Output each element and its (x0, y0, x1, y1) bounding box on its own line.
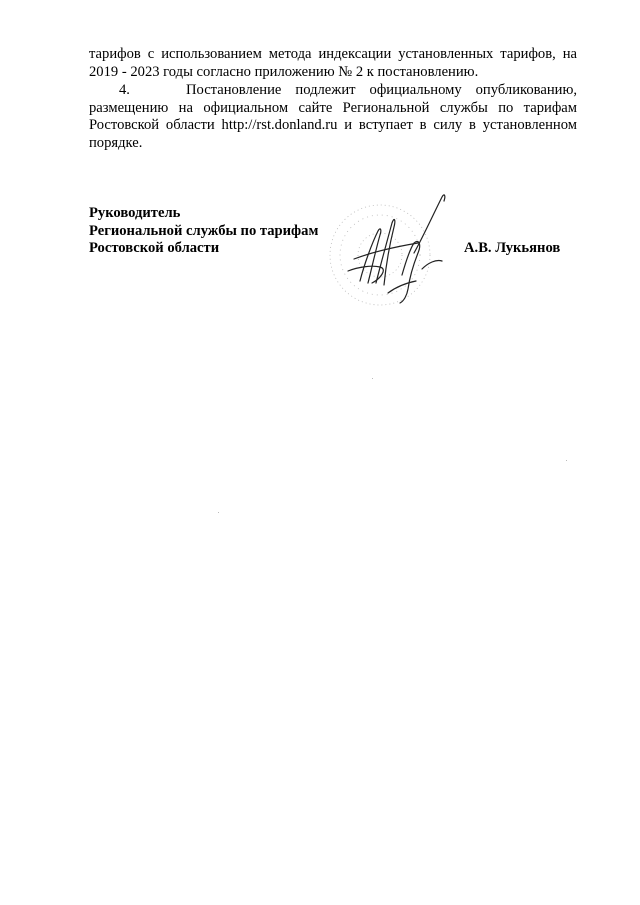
position-line-2: Региональной службы по тарифам (89, 222, 319, 239)
scan-speck (372, 378, 373, 379)
scan-speck (566, 460, 567, 461)
stamp-seal (330, 205, 430, 305)
position-line-1: Руководитель (89, 205, 181, 221)
paragraph-continuation: тарифов с использованием метода индексации установленных тарифов, на 2019 - 2023 годы согласно приложению № 2 к постановлению. (89, 46, 577, 80)
stamp-and-signature-image (318, 183, 468, 323)
paragraph-4: 4. Постановление подлежит официальному опубликованию, размещению на официальном сайте Региональной службы по тарифам Ростовской области http://rst.donland.ru и вступает в силу в установленном порядке. (89, 82, 577, 151)
signer-name: А.В. Лукьянов (464, 240, 561, 256)
signatory-position (89, 205, 318, 258)
position-line-3: Ростовской области (89, 240, 220, 257)
scan-speck (218, 512, 219, 513)
handwritten-signature (348, 195, 445, 303)
